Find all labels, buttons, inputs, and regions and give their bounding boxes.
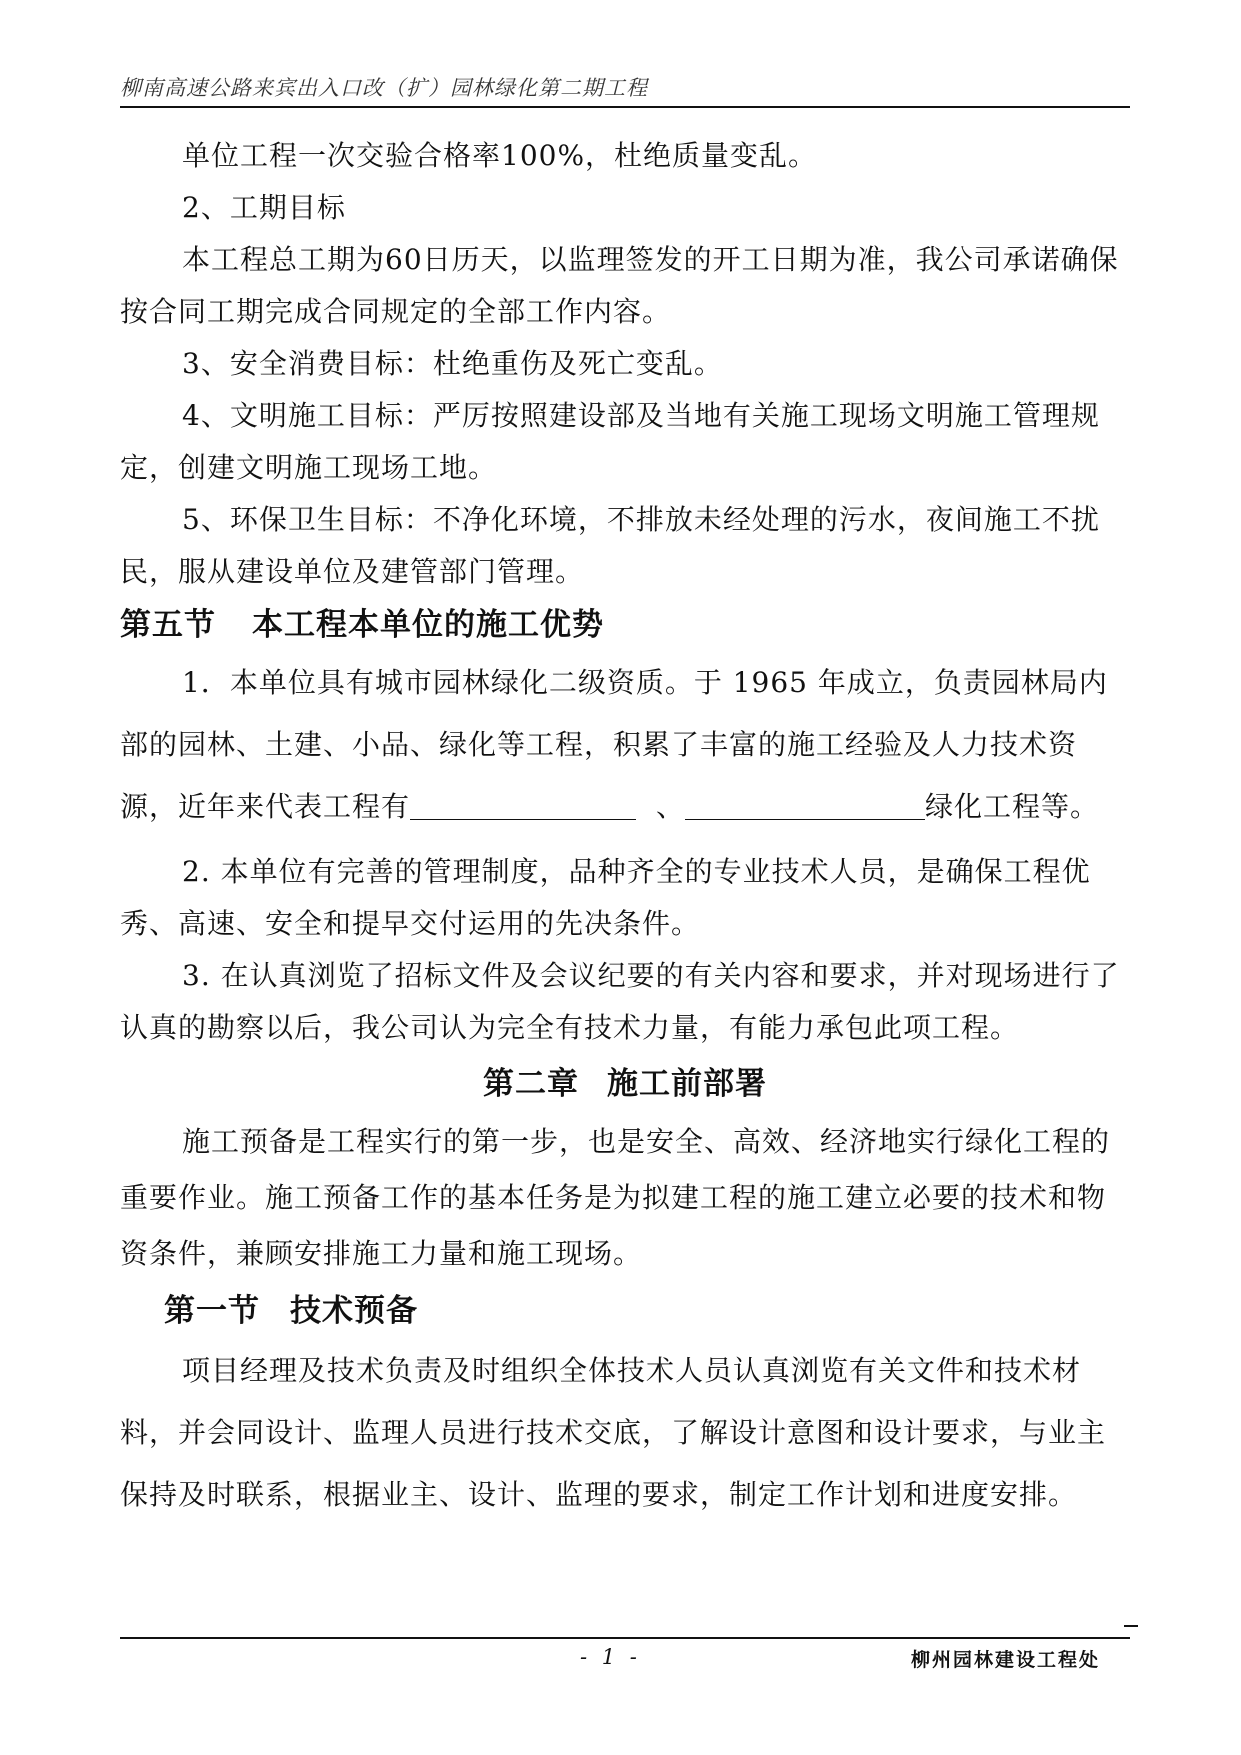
page-number: - 1 - — [580, 1645, 641, 1669]
chapter-2-title: 施工前部署 — [607, 1066, 767, 1102]
paragraph-quality-rate: 单位工程一次交验合格率100%，杜绝质量变乱。 — [182, 139, 818, 172]
qualification-text: 1．本单位具有城市园林绿化二级资质。于 1965 年成立，负责园林局内部的园林、土建、小品、绿化等工程，积累了丰富的施工经验及人力技术资源，近年来代表工程有 — [120, 666, 1108, 823]
paragraph-civilized-construction-goal: 4、文明施工目标：严厉按照建设部及当地有关施工现场文明施工管理规定，创建文明施工现场工地。 — [120, 399, 1100, 484]
blank-field-2 — [685, 791, 925, 820]
blank-separator: 、 — [656, 790, 686, 823]
header-title: 柳南高速公路来宾出入口改（扩）园林绿化第二期工程 — [120, 76, 648, 100]
chapter-2-heading — [120, 1054, 1130, 1114]
document-body — [120, 130, 1130, 1526]
section-5-number: 第五节 — [120, 607, 216, 643]
footer-organization: 柳州园林建设工程处 — [910, 1649, 1100, 1671]
section-5-title: 本工程本单位的施工优势 — [252, 607, 604, 643]
section-5-heading — [120, 598, 1130, 652]
chapter-2-number: 第二章 — [483, 1066, 579, 1102]
paragraph-schedule-goal-heading: 2、工期目标 — [182, 191, 346, 224]
paragraph-management: 2. 本单位有完善的管理制度，品种齐全的专业技术人员，是确保工程优秀、高速、安全和提早交付运用的先决条件。 — [120, 855, 1091, 940]
section-1-number: 第一节 — [164, 1293, 260, 1329]
paragraph-preparation-intro: 施工预备是工程实行的第一步，也是安全、高效、经济地实行绿化工程的重要作业。施工预备工作的基本任务是为拟建工程的施工建立必要的技术和物资条件，兼顾安排施工力量和施工现场。 — [120, 1125, 1111, 1270]
paragraph-safety-goal: 3、安全消费目标：杜绝重伤及死亡变乱。 — [182, 347, 723, 380]
paragraph-capability: 3. 在认真浏览了招标文件及会议纪要的有关内容和要求，并对现场进行了认真的勘察以后，我公司认为完全有技术力量，有能力承包此项工程。 — [120, 959, 1120, 1044]
page-footer — [120, 1637, 1130, 1671]
paragraph-qualification — [120, 652, 1130, 838]
qualification-text-end: 绿化工程等。 — [925, 790, 1100, 823]
paragraph-technical-preparation: 项目经理及技术负责及时组织全体技术人员认真浏览有关文件和技术材料，并会同设计、监理人员进行技术交底，了解设计意图和设计要求，与业主保持及时联系，根据业主、设计、监理的要求，制定工作计划和进度安排。 — [120, 1354, 1107, 1511]
page-header — [120, 74, 1130, 108]
paragraph-environment-goal: 5、环保卫生目标：不净化环境，不排放未经处理的污水，夜间施工不扰民，服从建设单位及建管部门管理。 — [120, 503, 1100, 588]
paragraph-schedule-goal: 本工程总工期为60日历天，以监理签发的开工日期为准，我公司承诺确保按合同工期完成合同规定的全部工作内容。 — [120, 243, 1119, 328]
section-1-heading — [120, 1282, 1130, 1340]
footer-dash — [1124, 1625, 1138, 1627]
blank-field-1 — [410, 791, 636, 820]
section-1-title: 技术预备 — [290, 1293, 418, 1329]
